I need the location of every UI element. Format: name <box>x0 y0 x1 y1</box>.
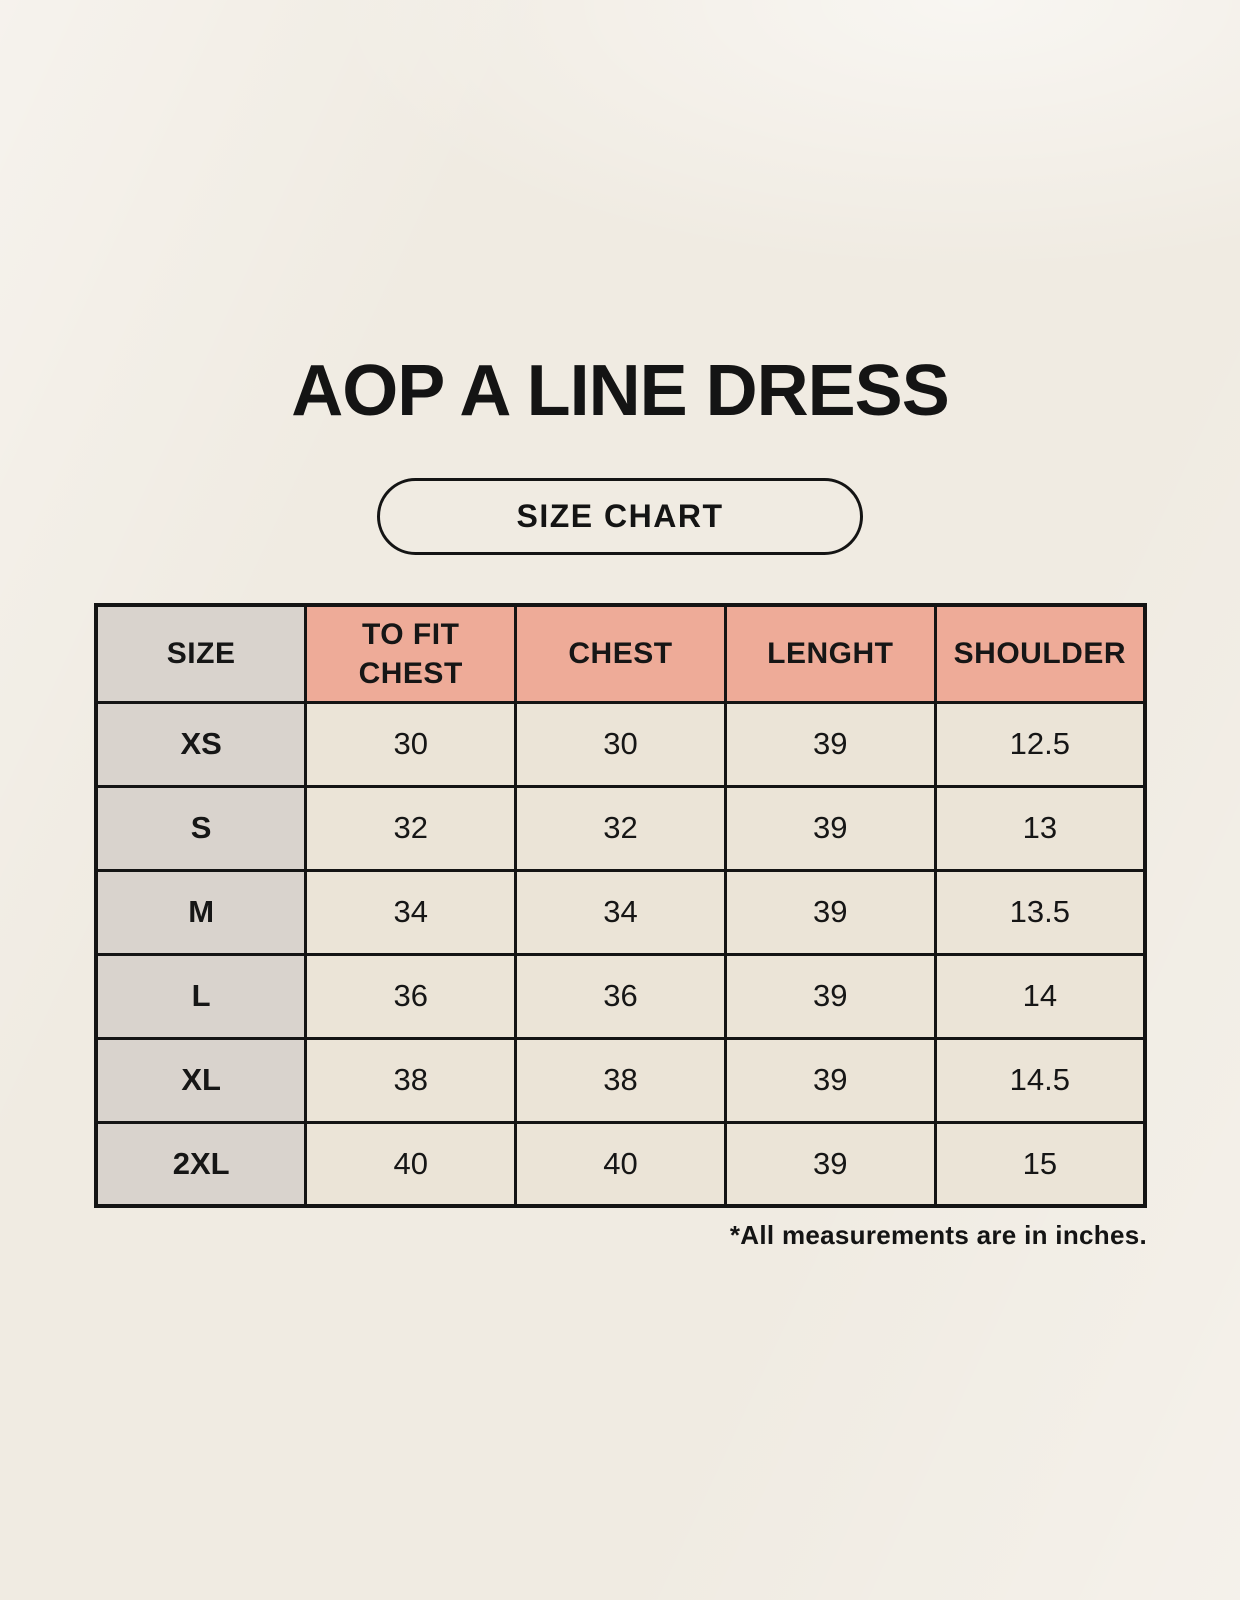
cell: 30 <box>516 702 726 786</box>
table-row-l <box>96 954 1145 1038</box>
cell: 12.5 <box>935 702 1145 786</box>
size-chart-table <box>94 603 1147 1208</box>
column-header-chest: CHEST <box>516 605 726 702</box>
table-row-2xl <box>96 1122 1145 1206</box>
header-row <box>96 605 1145 702</box>
cell: 40 <box>306 1122 516 1206</box>
cell: 39 <box>725 1122 935 1206</box>
cell: 32 <box>516 786 726 870</box>
column-header-shoulder: SHOULDER <box>935 605 1145 702</box>
row-label: 2XL <box>96 1122 306 1206</box>
table-row-m <box>96 870 1145 954</box>
column-header-lenght: LENGHT <box>725 605 935 702</box>
cell: 39 <box>725 786 935 870</box>
cell: 39 <box>725 702 935 786</box>
cell: 36 <box>306 954 516 1038</box>
cell: 14.5 <box>935 1038 1145 1122</box>
cell: 39 <box>725 954 935 1038</box>
column-header-to-fit-chest: TO FIT CHEST <box>306 605 516 702</box>
row-label: S <box>96 786 306 870</box>
cell: 30 <box>306 702 516 786</box>
table-row-s <box>96 786 1145 870</box>
cell: 38 <box>306 1038 516 1122</box>
page-title: AOP A LINE DRESS <box>291 351 949 431</box>
table-header <box>96 605 1145 702</box>
table-row-xl <box>96 1038 1145 1122</box>
cell: 39 <box>725 870 935 954</box>
cell: 40 <box>516 1122 726 1206</box>
table-row-xs <box>96 702 1145 786</box>
row-label: L <box>96 954 306 1038</box>
measurements-footnote: *All measurements are in inches. <box>729 1220 1147 1250</box>
cell: 32 <box>306 786 516 870</box>
size-chart-badge-label: SIZE CHART <box>516 498 724 534</box>
cell: 13 <box>935 786 1145 870</box>
cell: 39 <box>725 1038 935 1122</box>
cell: 13.5 <box>935 870 1145 954</box>
cell: 34 <box>516 870 726 954</box>
cell: 14 <box>935 954 1145 1038</box>
row-label: XS <box>96 702 306 786</box>
cell: 15 <box>935 1122 1145 1206</box>
column-header-size: SIZE <box>96 605 306 702</box>
size-chart-badge[interactable] <box>377 478 863 555</box>
cell: 34 <box>306 870 516 954</box>
row-label: M <box>96 870 306 954</box>
cell: 38 <box>516 1038 726 1122</box>
cell: 36 <box>516 954 726 1038</box>
row-label: XL <box>96 1038 306 1122</box>
